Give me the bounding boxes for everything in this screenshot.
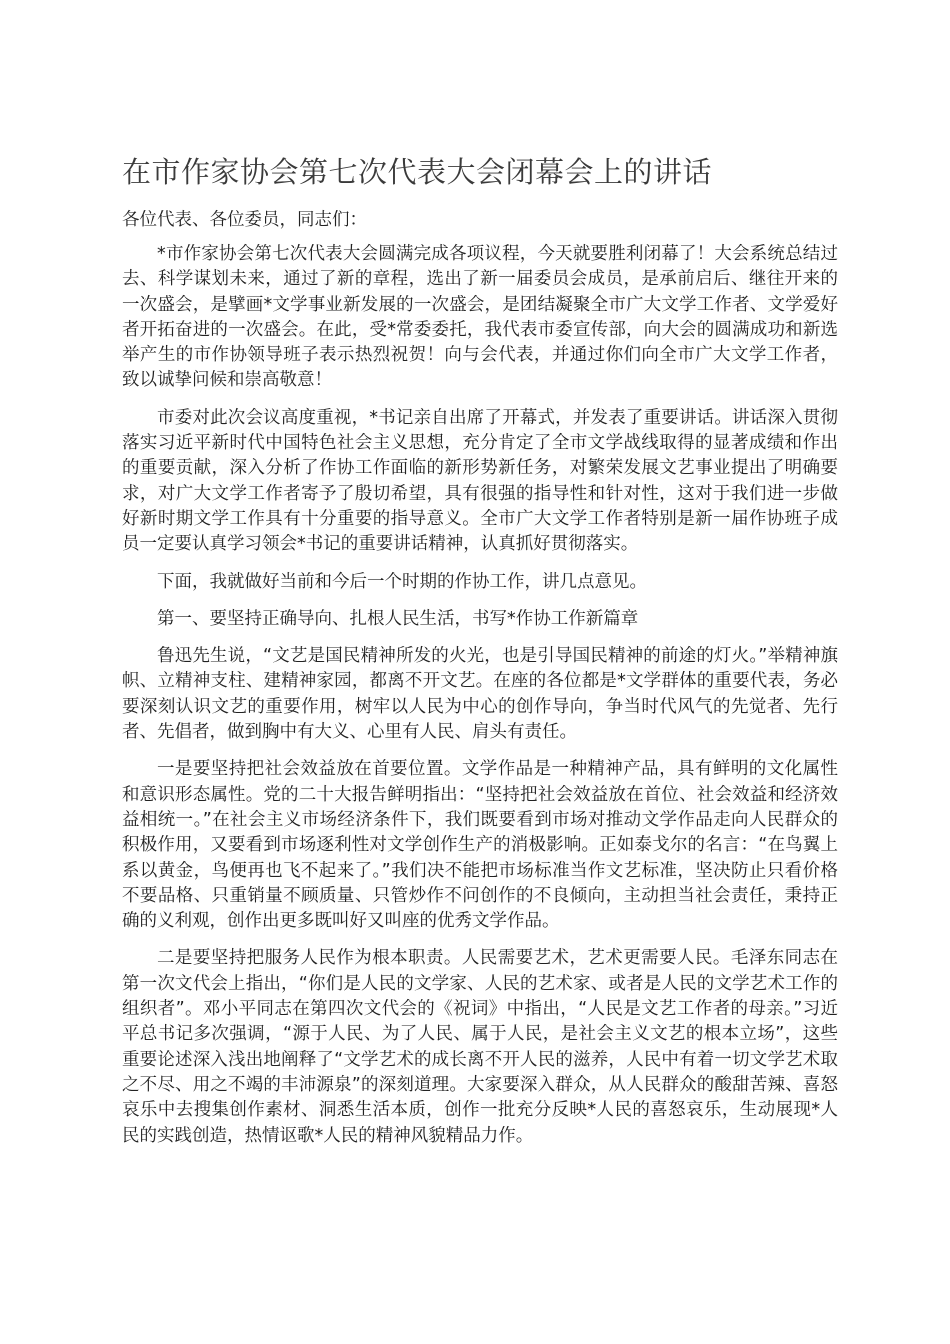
document-body xyxy=(122,242,838,1161)
salutation: 各位代表、各位委员，同志们： xyxy=(122,210,367,230)
paragraph-point-one: 一是要坚持把社会效益放在首要位置。文学作品是一种精神产品，具有鲜明的文化属性和意识形态属性。党的二十大报告鲜明指出：“坚持把社会效益放在首位、社会效益和经济效益相统一。”在社会主义市场经济条件下，我们既要看到市场对推动文学作品走向人民群众的积极作用，又要看到市场逐利性对文学创作生产的消极影响。正如泰戈尔的名言：“在鸟翼上系以黄金，鸟便再也飞不起来了。”我们决不能把市场标准当作文艺标准，坚决防止只看价格不要品格、只重销量不顾质量、只管炒作不问创作的不良倾向，主动担当社会责任，秉持正确的义利观，创作出更多既叫好又叫座的优秀文学作品。 xyxy=(122,759,838,932)
paragraph-point-two: 二是要坚持把服务人民作为根本职责。人民需要艺术，艺术更需要人民。毛泽东同志在第一次文代会上指出，“你们是人民的文学家、人民的艺术家、或者是人民的文学艺术工作的组织者”。邓小平同志在第四次文代会的《祝词》中指出，“人民是文艺工作者的母亲。”习近平总书记多次强调，“源于人民、为了人民、属于人民，是社会主义文艺的根本立场”，这些重要论述深入浅出地阐释了“文学艺术的成长离不开人民的滋养，人民中有着一切文学艺术取之不尽、用之不竭的丰沛源泉”的深刻道理。大家要深入群众，从人民群众的酸甜苦辣、喜怒哀乐中去搜集创作素材、洞悉生活本质，创作一批充分反映*人民的喜怒哀乐，生动展现*人民的实践创造，热情讴歌*人民的精神风貌精品力作。 xyxy=(122,948,838,1146)
paragraph-committee: 市委对此次会议高度重视，*书记亲自出席了开幕式，并发表了重要讲话。讲话深入贯彻落实习近平新时代中国特色社会主义思想，充分肯定了全市文学战线取得的显著成绩和作出的重要贡献，深入分析了作协工作面临的新形势新任务，对繁荣发展文艺事业提出了明确要求，对广大文学工作者寄予了殷切希望，具有很强的指导性和针对性，这对于我们进一步做好新时期文学工作具有十分重要的指导意义。全市广大文学工作者特别是新一届作协班子成员一定要认真学习领会*书记的重要讲话精神，认真抓好贯彻落实。 xyxy=(122,407,838,555)
paragraph-opening: *市作家协会第七次代表大会圆满完成各项议程，今天就要胜利闭幕了！大会系统总结过去、科学谋划未来，通过了新的章程，选出了新一届委员会成员，是承前启后、继往开来的一次盛会，是擘画*文学事业新发展的一次盛会，是团结凝聚全市广大文学工作者、文学爱好者开拓奋进的一次盛会。在此，受*常委委托，我代表市委宣传部，向大会的圆满成功和新选举产生的市作协领导班子表示热烈祝贺！向与会代表，并通过你们向全市广大文学工作者，致以诚挚问候和崇高敬意！ xyxy=(122,244,838,391)
document-title: 在市作家协会第七次代表大会闭幕会上的讲话 xyxy=(122,155,713,189)
section-heading-first: 第一、要坚持正确导向、扎根人民生活，书写*作协工作新篇章 xyxy=(157,608,639,629)
paragraph-luxun: 鲁迅先生说，“文艺是国民精神所发的火光，也是引导国民精神的前途的灯火。”举精神旗帜、立精神支柱、建精神家园，都离不开文艺。在座的各位都是*文学群体的重要代表，务必要深刻认识文艺的重要作用，树牢以人民为中心的创作导向，争当时代风气的先觉者、先行者、先倡者，做到胸中有大义、心里有人民、肩头有责任。 xyxy=(122,646,838,743)
paragraph-intro: 下面，我就做好当前和今后一个时期的作协工作，讲几点意见。 xyxy=(157,571,647,592)
